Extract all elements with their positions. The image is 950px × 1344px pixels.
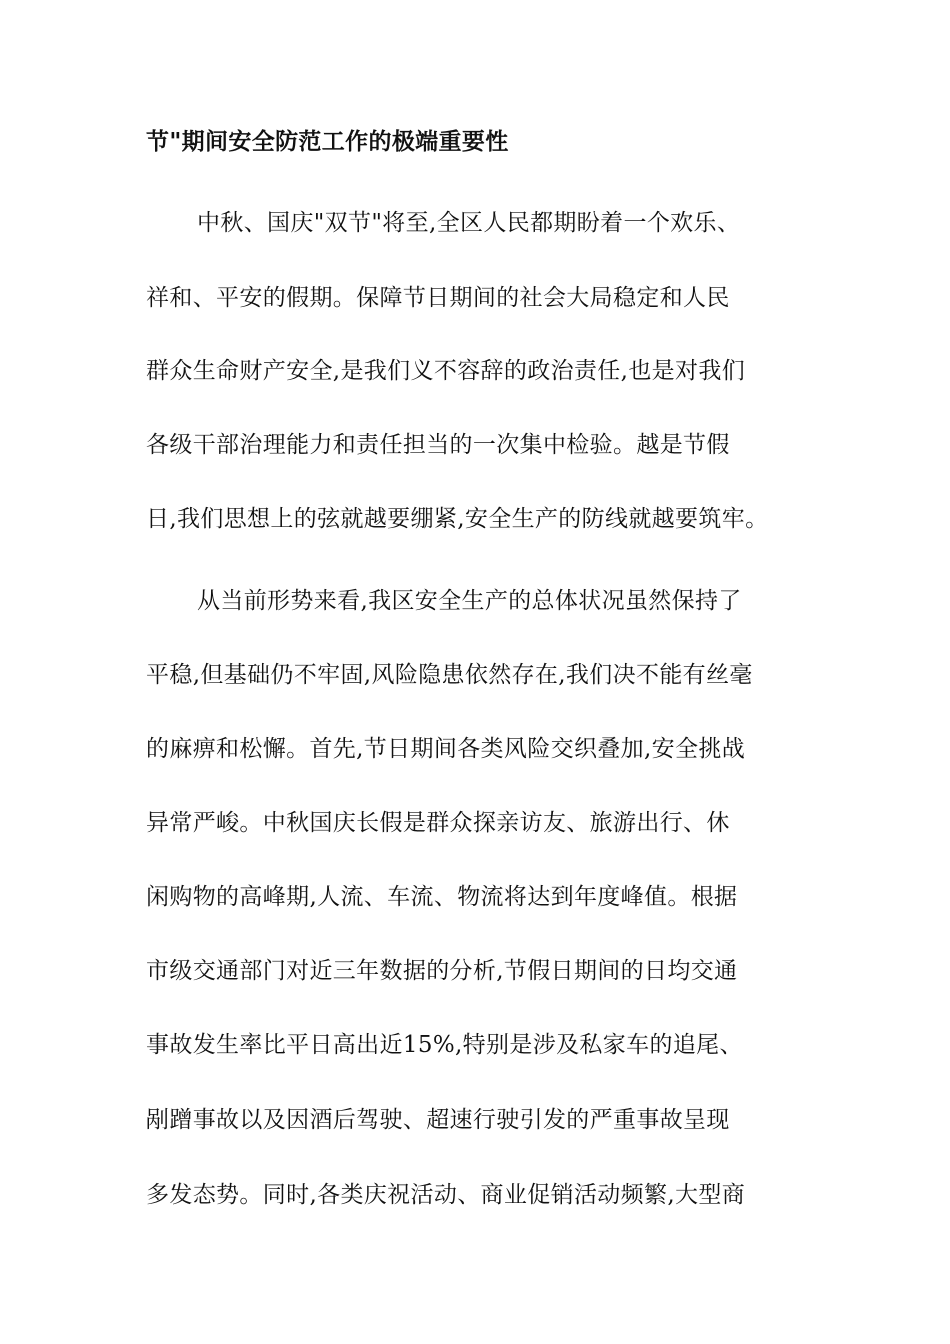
paragraph-2-line-2: 平稳,但基础仍不牢固,风险隐患依然存在,我们决不能有丝毫 — [146, 662, 753, 688]
paragraph-2-line-8: 剐蹭事故以及因酒后驾驶、超速行驶引发的严重事故呈现 — [146, 1107, 730, 1133]
paragraph-2-line-1: 从当前形势来看,我区安全生产的总体状况虽然保持了 — [197, 588, 742, 614]
paragraph-2-line-3: 的麻痹和松懈。首先,节日期间各类风险交织叠加,安全挑战 — [146, 736, 746, 762]
paragraph-2-line-6: 市级交通部门对近三年数据的分析,节假日期间的日均交通 — [146, 958, 738, 984]
paragraph-1-line-5: 日,我们思想上的弦就越要绷紧,安全生产的防线就越要筑牢。 — [146, 506, 769, 532]
paragraph-2-line-5: 闲购物的高峰期,人流、车流、物流将达到年度峰值。根据 — [146, 884, 738, 910]
paragraph-2-line-9: 多发态势。同时,各类庆祝活动、商业促销活动频繁,大型商 — [146, 1182, 746, 1208]
paragraph-2-line-4: 异常严峻。中秋国庆长假是群众探亲访友、旅游出行、休 — [146, 810, 730, 836]
paragraph-1-line-4: 各级干部治理能力和责任担当的一次集中检验。越是节假 — [146, 432, 730, 458]
document-title: 节"期间安全防范工作的极端重要性 — [146, 128, 509, 155]
paragraph-1-line-3: 群众生命财产安全,是我们义不容辞的政治责任,也是对我们 — [146, 358, 746, 384]
paragraph-1-line-1: 中秋、国庆"双节"将至,全区人民都期盼着一个欢乐、 — [197, 210, 741, 236]
paragraph-2-line-7: 事故发生率比平日高出近15%,特别是涉及私家车的追尾、 — [146, 1032, 743, 1058]
paragraph-1-line-2: 祥和、平安的假期。保障节日期间的社会大局稳定和人民 — [146, 285, 730, 311]
